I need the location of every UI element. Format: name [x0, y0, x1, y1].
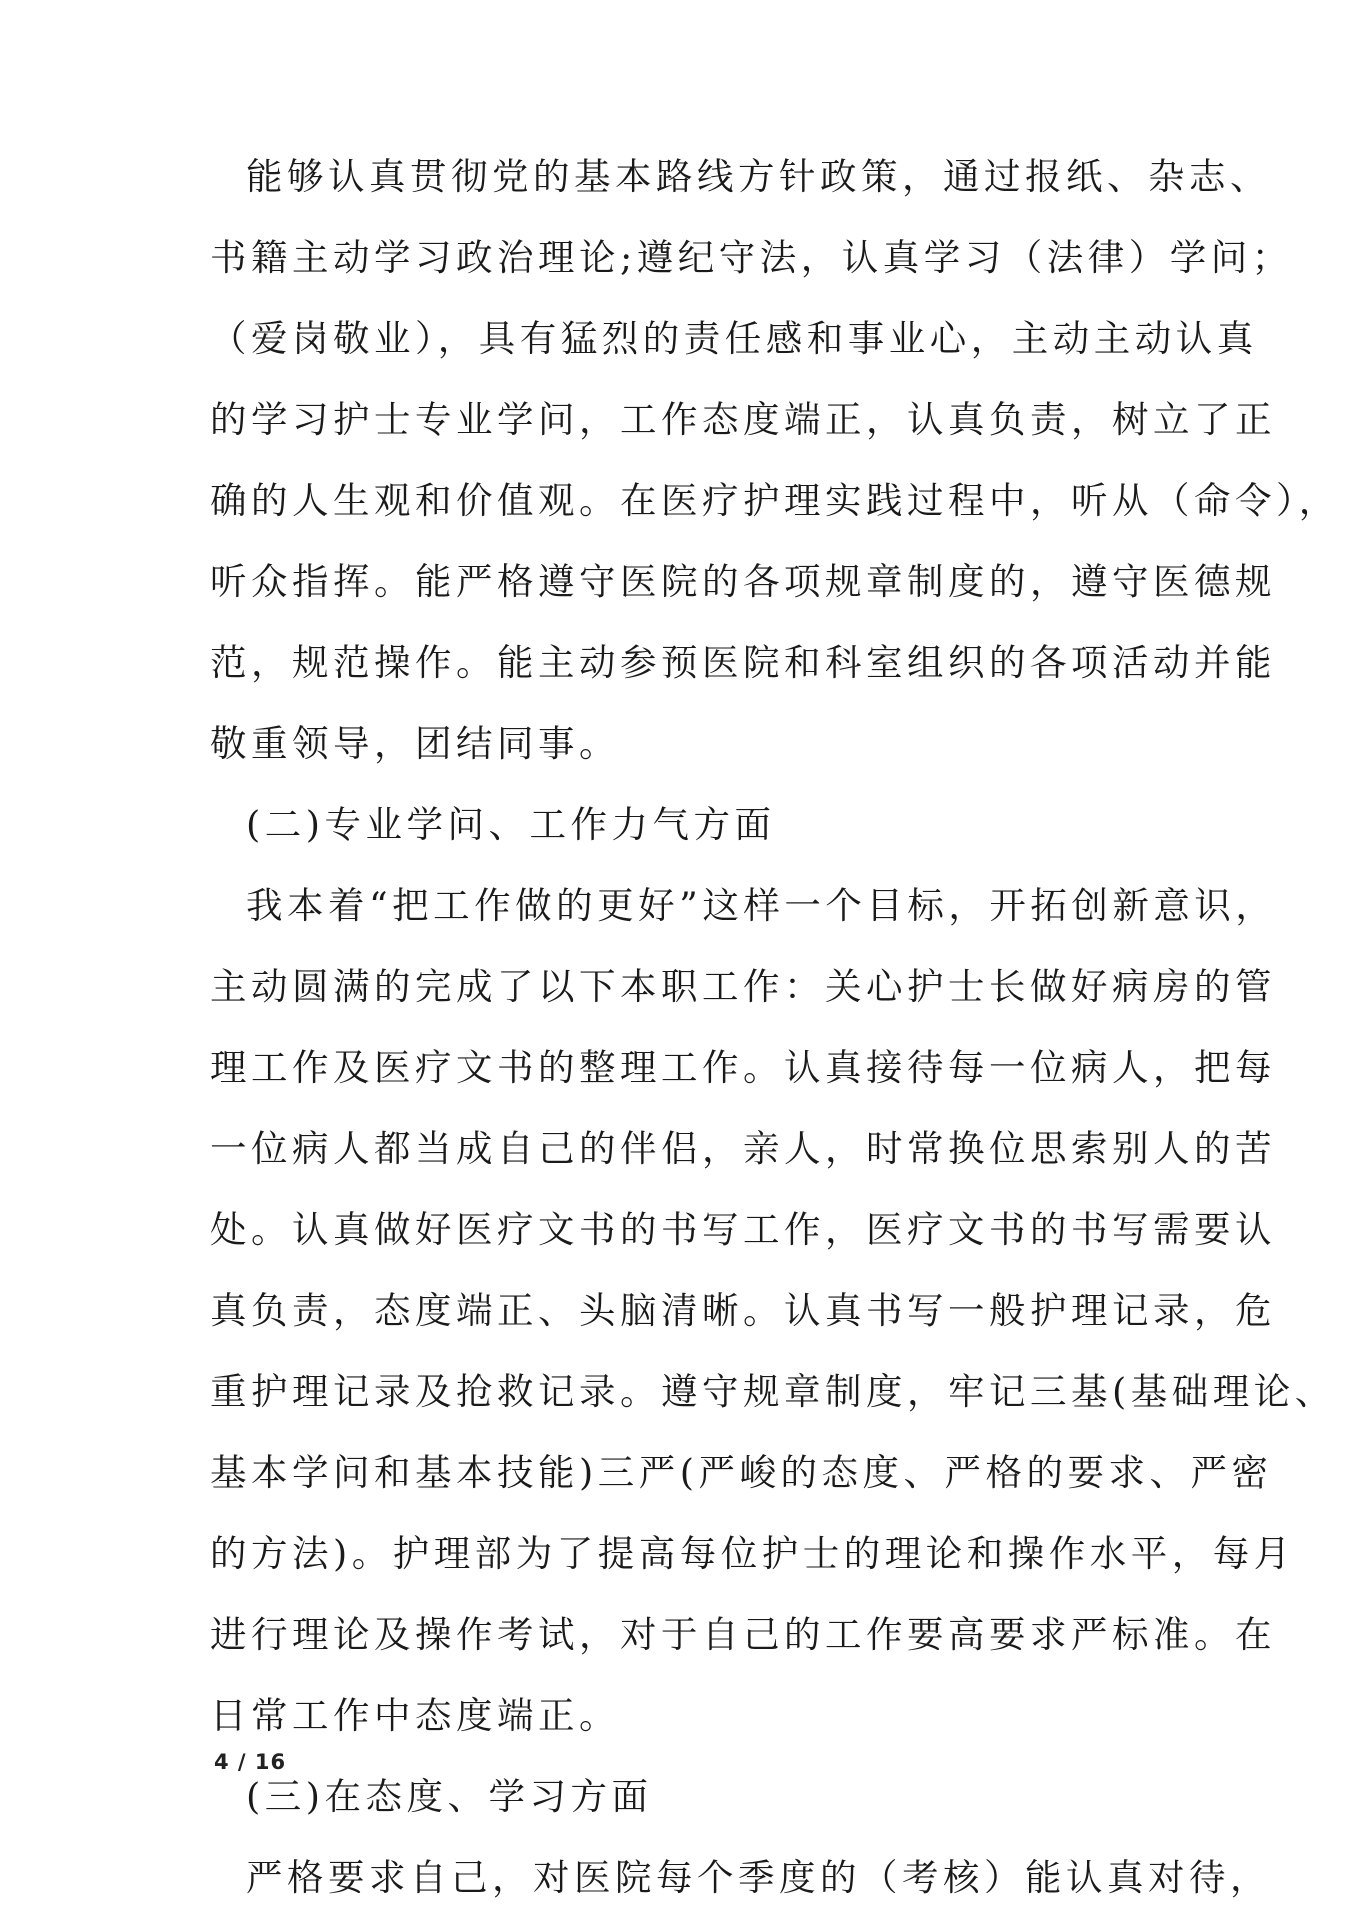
text-line: 确的人生观和价值观。在医疗护理实践过程中，听从（命令），: [210, 479, 1340, 522]
section-heading: (三)在态度、学习方面: [246, 1775, 653, 1818]
text-line: 重护理记录及抢救记录。遵守规章制度，牢记三基(基础理论、: [210, 1370, 1336, 1413]
text-line: 一位病人都当成自己的伴侣，亲人，时常换位思索别人的苦: [210, 1127, 1276, 1170]
text-line: 日常工作中态度端正。: [210, 1694, 620, 1737]
text-line: 的方法)。护理部为了提高每位护士的理论和操作水平，每月: [210, 1532, 1295, 1575]
text-line: 我本着“把工作做的更好”这样一个目标，开拓创新意识，: [246, 884, 1277, 927]
text-line: 进行理论及操作考试，对于自己的工作要高要求严标准。在: [210, 1613, 1276, 1656]
text-line: （爱岗敬业），具有猛烈的责任感和事业心，主动主动认真: [210, 317, 1258, 360]
page-number: 4 / 16: [214, 1750, 287, 1774]
section-heading: (二)专业学问、工作力气方面: [246, 803, 776, 846]
text-line: 主动圆满的完成了以下本职工作：关心护士长做好病房的管: [210, 965, 1276, 1008]
text-line: 范，规范操作。能主动参预医院和科室组织的各项活动并能: [210, 641, 1276, 684]
text-line: 的学习护士专业学问，工作态度端正，认真负责，树立了正: [210, 398, 1276, 441]
text-line: 敬重领导，团结同事。: [210, 722, 620, 765]
text-line: 理工作及医疗文书的整理工作。认真接待每一位病人，把每: [210, 1046, 1276, 1089]
text-line: 严格要求自己，对医院每个季度的（考核）能认真对待，: [246, 1856, 1271, 1899]
text-line: 真负责，态度端正、头脑清晰。认真书写一般护理记录，危: [210, 1289, 1276, 1332]
text-line: 基本学问和基本技能)三严(严峻的态度、严格的要求、严密: [210, 1451, 1273, 1494]
document-body: [210, 136, 1340, 1918]
text-line: 能够认真贯彻党的基本路线方针政策，通过报纸、杂志、: [246, 155, 1271, 198]
text-line: 听众指挥。能严格遵守医院的各项规章制度的，遵守医德规: [210, 560, 1276, 603]
text-line: 处。认真做好医疗文书的书写工作，医疗文书的书写需要认: [210, 1208, 1276, 1251]
text-line: 书籍主动学习政治理论;遵纪守法，认真学习（法律）学问；: [210, 236, 1293, 279]
